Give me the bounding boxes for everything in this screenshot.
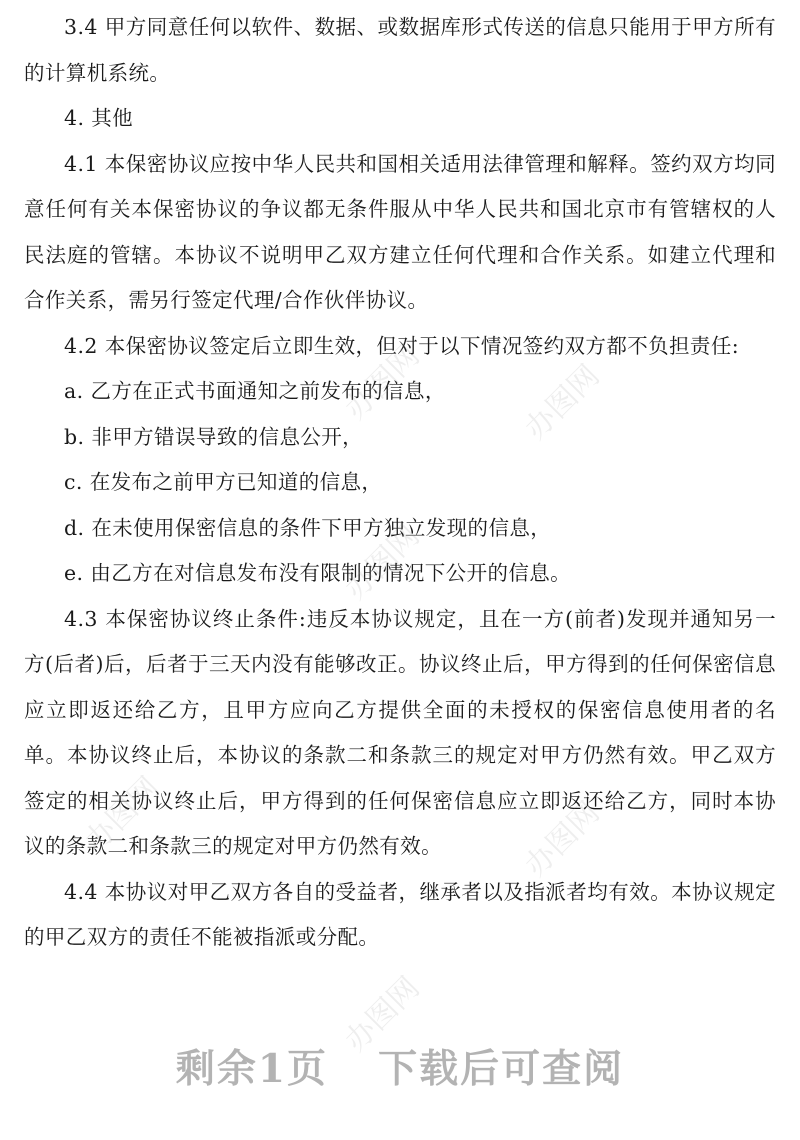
watermark: 办图网 [518,358,607,447]
section-heading-4: 4. 其他 [64,106,134,130]
watermark: 办图网 [78,770,167,859]
paragraph-4-1: 4.1 本保密协议应按中华人民共和国相关适用法律管理和解释。签约双方均同意任何有关本保密协议的争议都无条件服从中华人民共和国北京市有管辖权的人民法庭的管辖。本协议不说明甲乙双方建立任何代理和合作关系。如建立代理和合作关系，需另行签定代理/合作伙伴协议。 [24,151,776,312]
watermark: 办图网 [338,970,427,1059]
list-item-e: e. 由乙方在对信息发布没有限制的情况下公开的信息。 [64,561,572,585]
paragraph-4-2: 4.2 本保密协议签定后立即生效，但对于以下情况签约双方都不负担责任: [64,333,740,358]
list-item-c: c. 在发布之前甲方已知道的信息， [64,470,383,494]
document-body [24,5,776,961]
download-banner[interactable] [0,1038,800,1094]
watermark: 办图网 [338,338,427,427]
paragraph-4-3: 4.3 本保密协议终止条件:违反本协议规定，且在一方(前者)发现并通知另一方(后者)后，后者于三天内没有能够改正。协议终止后，甲方得到的任何保密信息应立即返还给乙方，且甲方应向乙方提供全面的未授权的保密信息使用者的名单。本协议终止后，本协议的条款二和条款三的规定对甲方仍然有效。甲乙双方签定的相关协议终止后，甲方得到的任何保密信息应立即返还给乙方，同时本协议的条款二和条款三的规定对甲方仍然有效。 [24,606,776,858]
paragraph-3-4: 3.4 甲方同意任何以软件、数据、或数据库形式传送的信息只能用于甲方所有的计算机系统。 [24,15,776,85]
list-item-b: b. 非甲方错误导致的信息公开， [64,424,364,449]
watermark: 办图网 [338,518,427,607]
download-to-view-label[interactable]: 下载后可查阅 [378,1046,625,1092]
watermark: 办图网 [518,795,607,884]
list-item-d: d. 在未使用保密信息的条件下甲方独立发现的信息， [64,515,552,540]
list-item-a: a. 乙方在正式书面通知之前发布的信息， [64,379,446,403]
remaining-pages-label: 剩余1页 [175,1046,329,1092]
paragraph-4-4: 4.4 本协议对甲乙双方各自的受益者，继承者以及指派者均有效。本协议规定的甲乙双方的责任不能被指派或分配。 [24,879,776,949]
